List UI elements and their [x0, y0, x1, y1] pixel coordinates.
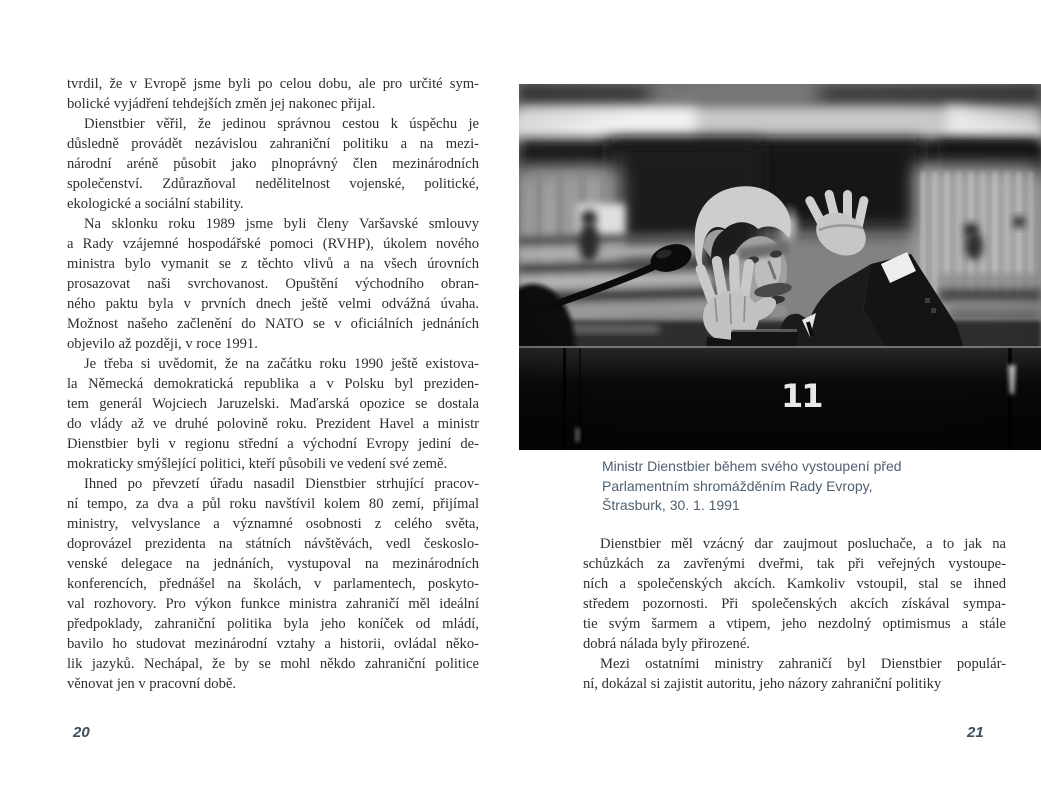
photo-illustration: [519, 84, 1041, 450]
text-line: společenství. Zdůrazňoval nedělitelnost vojenské, politické,: [67, 176, 479, 192]
text-line: schůzkách za zavřenými dveřmi, tak při veřejných vystoupe-: [583, 556, 1006, 572]
text-line: Na sklonku roku 1989 jsme byli členy Varšavské smlouvy: [84, 216, 479, 232]
text-line: tvrdil, že v Evropě jsme byli po celou dobu, ale pro určité sym-: [67, 76, 479, 92]
caption-line: Štrasburk, 30. 1. 1991: [602, 497, 740, 514]
right-text-column: [583, 534, 1006, 694]
text-line: národní aréně působit jako plnoprávný člen mezinárodních: [67, 156, 479, 172]
text-line: ních a společenských akcích. Kamkoliv vstoupil, stal se ihned: [583, 576, 1006, 592]
text-line: prosazovat naši svrchovanost. Opuštění východního obran-: [67, 276, 479, 292]
text-line: do vlády až ve druhé polovině roku. Prezident Havel a ministr: [67, 416, 479, 432]
text-line: tem generál Wojciech Jaruzelski. Maďarská opozice se dostala: [67, 396, 479, 412]
photo-vignette: [519, 84, 1041, 450]
text-line: věnovat jen v pracovní době.: [67, 676, 236, 692]
text-line: doprovázel prezidenta na státních návštěvách, vedl českoslo-: [67, 536, 479, 552]
left-text-column: [67, 74, 479, 694]
photo-caption: [602, 457, 992, 516]
text-line: dobrá nálada byly přirozené.: [583, 636, 750, 652]
caption-line: Ministr Dienstbier během svého vystoupení před: [602, 458, 902, 474]
text-line: ného paktu byla v prvních dnech ještě velmi odvážná úvaha.: [67, 296, 479, 312]
text-line: Ihned po převzetí úřadu nasadil Dienstbier strhující pracov-: [84, 476, 479, 492]
text-line: ní, dokázal si zajistit autoritu, jeho názory zahraniční politiky: [583, 676, 942, 692]
text-line: a Rady vzájemné hospodářské pomoci (RVHP), úkolem nového: [67, 236, 479, 252]
text-line: Možnost našeho začlenění do NATO se v oficiálních jednáních: [67, 316, 479, 332]
text-line: mokraticky smýšlející politici, kteří působili ve vedení své země.: [67, 456, 448, 472]
text-line: lik jazyků. Nechápal, že by se mohl někdo zahraniční politice: [67, 656, 479, 672]
text-line: Dienstbier byli v regionu střední a východní Evropy jediní de-: [67, 436, 479, 452]
text-line: tie svým šarmem a vtipem, jeho nezdolný optimismus a stále: [583, 616, 1006, 632]
text-line: la Německá demokratická republika a v Polsku byl preziden-: [67, 376, 479, 392]
parliament-photo: [519, 84, 1041, 450]
text-line: Dienstbier věřil, že jedinou správnou cestou k úspěchu je: [84, 116, 479, 132]
text-line: val rozhovory. Pro výkon funkce ministra zahraničí měl ideální: [67, 596, 479, 612]
text-line: důsledně provádět nezávislou zahraniční politiku a na mezi-: [67, 136, 479, 152]
caption-line: Parlamentním shromážděním Rady Evropy,: [602, 477, 873, 494]
text-line: Mezi ostatními ministry zahraničí byl Dienstbier populár-: [600, 656, 1006, 672]
text-line: bolické vyjádření tehdejších změn jej nakonec přijal.: [67, 96, 376, 112]
text-line: ní tempo, za dva a půl roku navštívil kolem 80 zemí, přijímal: [67, 496, 479, 512]
text-line: předpoklady, zahraniční politika byla jeho koníček od mládí,: [67, 616, 479, 632]
text-line: Je třeba si uvědomit, že na začátku roku 1990 ještě existova-: [84, 356, 479, 372]
text-line: venské delegace na jednáních, vystupoval na mezinárodních: [67, 556, 479, 572]
left-page-number: 20: [73, 724, 90, 741]
text-line: ministry, velvyslance a významné osobnosti z celého světa,: [67, 516, 479, 532]
text-line: Dienstbier měl vzácný dar zaujmout posluchače, a to jak na: [600, 536, 1006, 552]
text-line: bavilo ho studovat mezinárodní vztahy a historii, ovládal něko-: [67, 636, 479, 652]
text-line: ministra bylo vymanit se z těchto vlivů a na všech úrovních: [67, 256, 479, 272]
text-line: ekologické a sociální stability.: [67, 196, 244, 212]
text-line: objevilo až později, v roce 1991.: [67, 336, 258, 352]
right-page-number: 21: [967, 724, 984, 741]
text-line: konferencích, přednášel na školách, v parlamentech, poskyto-: [67, 576, 479, 592]
text-line: středem pozornosti. Při společenských akcích získával sympa-: [583, 596, 1006, 612]
